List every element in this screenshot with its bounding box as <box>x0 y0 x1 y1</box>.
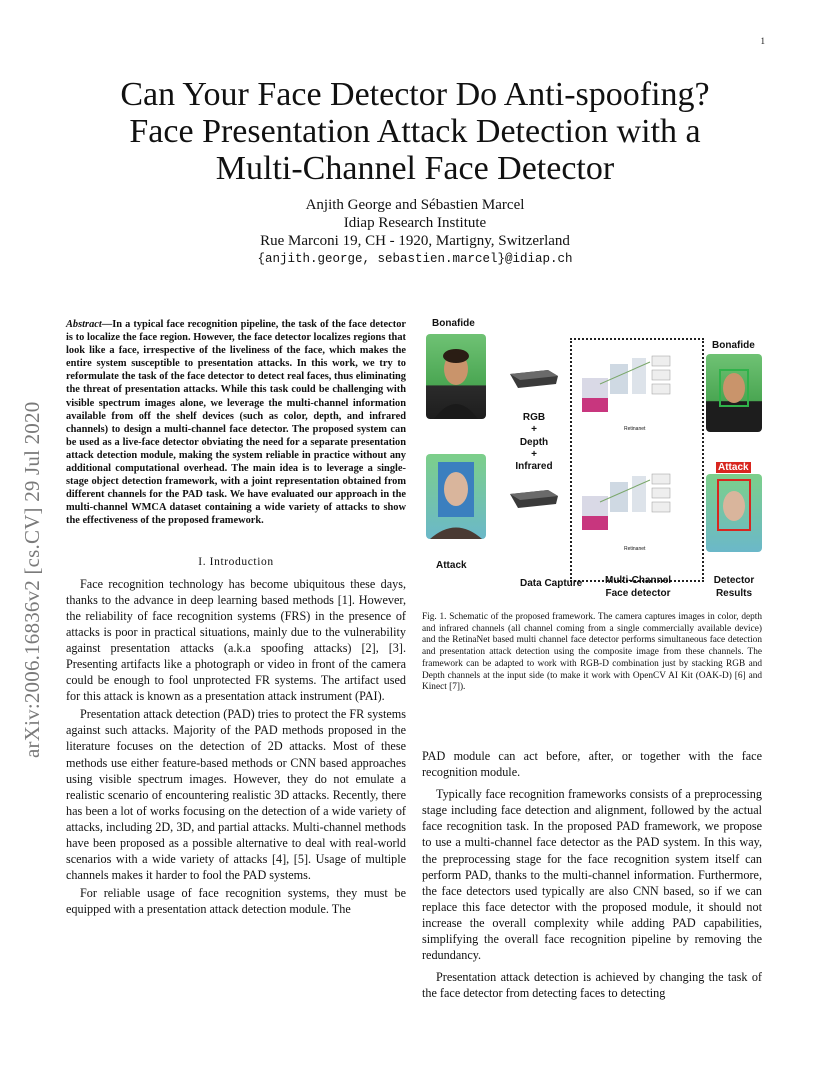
right-paragraph-3: Presentation attack detection is achieved by changing the task of the face detector from detecting faces to detecting <box>422 970 762 1001</box>
page-number: 1 <box>760 36 765 46</box>
title-line-2: Face Presentation Attack Detection with a <box>129 113 701 150</box>
author-names: Anjith George and Sébastien Marcel <box>305 197 525 213</box>
right-paragraph-1: PAD module can act before, after, or together with the face recognition module. <box>422 749 762 780</box>
attack-face-image <box>426 454 486 539</box>
paper-title <box>60 76 770 187</box>
abstract <box>66 318 406 528</box>
face-detection-box-icon <box>706 354 762 432</box>
author-block <box>60 196 770 268</box>
arxiv-stamp-text: arXiv:2006.16836v2 [cs.CV] 29 Jul 2020 <box>20 401 44 758</box>
intro-paragraph-1: Face recognition technology has become ubiquitous these days, thanks to the advance in deep learning based methods [1]. However, the reliability of face recognition systems (FRS) in the presence of attacks is poor in practical situations, mainly due to the vulnerability against presentation attacks (a.k.a spoofing attacks) [2], [3]. Presenting artifacts like a photograph or video in front of the camera could be enough to fool unprotected FR systems. The artifact used for this attack is known as a presentation attack instrument (PAI). <box>66 576 406 704</box>
bonafide-result-image <box>706 354 762 432</box>
attack-result-image <box>706 474 762 552</box>
fig-label-attack-right: Attack <box>718 462 749 473</box>
left-column <box>66 318 406 917</box>
fig-label-detector-results: Detector Results <box>713 575 755 599</box>
figure-caption <box>422 612 762 694</box>
arxiv-stamp <box>20 298 50 758</box>
right-paragraph-2: Typically face recognition frameworks consists of a preprocessing stage including face detection and alignment, followed by the actual face recognition task. In the proposed PAD framework, we propose to use a multi-channel face detector as the PAD system. In this way, the preprocessing stage for the face recognition system itself can perform PAD, thanks to the multi-channel information. Furthermore, the face detectors used typically are also CNN based, so if we can replace this face detector with the proposed module, it should not increase the overall complexity while adding PAD capabilities, simplifying the overall face recognition pipeline by removing the redundancy. <box>422 787 762 963</box>
intro-text <box>66 576 406 918</box>
title-line-3: Multi-Channel Face Detector <box>215 150 615 187</box>
figure-1 <box>424 316 774 606</box>
intro-paragraph-2: Presentation attack detection (PAD) tries to protect the FR systems against such attacks. Majority of the PAD methods proposed in the literature focuses on the detection of 2D attacks. Most of these methods use either feature-based methods or CNN based approaches using visible spectrum images. However, they do not emulate a realistic scenario of encountering realistic 3D attacks. Recently, there has been a lot of works focusing on the detection of a wide variety of attacks, including 2D, 3D, and partial attacks. Multi-channel methods have been proposed as a possible alternative to deal with real-world scenarios with a wide variety of attacks [4], [5]. Usage of multiple channels makes it harder to fool the PAD systems. <box>66 707 406 883</box>
multichannel-detector-box <box>570 338 704 582</box>
retinanet-label-top: Retinanet <box>624 426 646 432</box>
camera-icon <box>508 488 560 510</box>
fig-label-multichannel: Multi-Channel Face detector <box>604 575 672 599</box>
intro-paragraph-3: For reliable usage of face recognition systems, they must be equipped with a presentation attack detection module. The <box>66 886 406 917</box>
fig-label-data-capture: Data Capture <box>520 578 583 589</box>
fig-label-rgb-depth-ir: RGB + Depth + Infrared <box>515 412 553 473</box>
attack-detection-box-icon <box>706 474 762 552</box>
fig-label-bonafide-left: Bonafide <box>432 318 475 329</box>
author-institute: Idiap Research Institute <box>343 215 487 231</box>
author-email: {anjith.george, sebastien.marcel}@idiap.ch <box>257 252 573 266</box>
right-column <box>422 748 762 1001</box>
retinanet-diagram-icon <box>580 354 690 424</box>
abstract-text: —In a typical face recognition pipeline, the task of the face detector is to localize the face region. However, the face detector localizes regions that look like a face, irrespective of the liveliness of the face, which makes the entire system susceptible to presentation attacks. In this work, we try to reformulate the task of the face detector to detect real faces, thus eliminating the threat of presentation attacks. While this task could be challenging with visible spectrum images alone, we leverage the multi-channel information available from off the shelf devices (such as color, depth, and infrared channels) to design a multi-channel face detector. The proposed system can be used as a live-face detector obviating the need for a separate presentation attack detection module, making the system reliable in practice without any additional computational overhead. The main idea is to leverage a single-stage object detection framework, with a joint representation obtained from different channels for the PAD task. We have evaluated our approach in the multi-channel WMCA dataset containing a wide variety of attacks to show the effectiveness of the proposed framework. <box>66 319 406 527</box>
fig-label-attack-left: Attack <box>436 560 467 571</box>
retinanet-diagram-icon <box>580 472 690 542</box>
author-address: Rue Marconi 19, CH - 1920, Martigny, Switzerland <box>260 233 570 249</box>
retinanet-label-bottom: Retinanet <box>624 546 646 552</box>
mask-face-icon <box>426 454 486 539</box>
bonafide-face-image <box>426 334 486 419</box>
title-line-1: Can Your Face Detector Do Anti-spoofing? <box>120 76 710 113</box>
face-silhouette-icon <box>426 334 486 419</box>
caption-text: Fig. 1. Schematic of the proposed framework. The camera captures images in color, depth and infrared channels (all channel coming from a single commercially available device) and the RetinaNet based multi channel face detector performs simultaneous face detection and presentation attack detection using the composite image from these channels. The framework can be adapted to work with RGB-D combination just by stacking RGB and Depth channels at the input side (to make it work with OpenCV AI Kit (OAK-D) [6] and Kinect [7]). <box>422 612 762 693</box>
camera-icon <box>508 368 560 390</box>
section-heading: I. Introduction <box>198 555 274 568</box>
fig-label-bonafide-right: Bonafide <box>712 340 755 351</box>
abstract-lead: Abstract <box>66 319 102 330</box>
